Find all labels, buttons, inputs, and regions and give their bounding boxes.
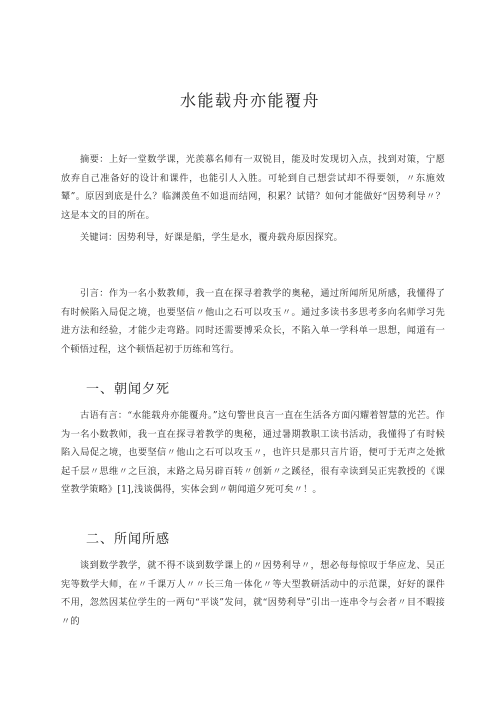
abstract-paragraph: 摘要：上好一堂数学课，光羡慕名师有一双锐目，能及时发现切入点，找到对策，宁愿放弃自己准备好的设计和课件，也能引人入胜。可轮到自己想尝试却不得要领，〃东施效颦”。原因到底是什么？临渊羡鱼不如退而结网，积累？试错？如何才能做好“因势利导〃？这是本文的目的所在。 <box>61 154 445 221</box>
section-2-heading: 二、所闻所感 <box>86 532 171 547</box>
section-1-heading: 一、朝闻夕死 <box>86 382 171 397</box>
keywords-paragraph: 关键词：因势利导，好课是船，学生是水，覆舟载舟原因探究。 <box>80 232 343 243</box>
intro-paragraph: 引言：作为一名小数教师，我一直在探寻着教学的奥秘，通过所闻所见所感，我懂得了有时候陷入局促之境，也要坚信〃他山之石可以攻玉〃。通过多读书多思考多向名师学习先进方法和经验，才能少走弯路。同时还需要博采众长，不陷入单一学科单一思想，闻道有一个顿悟过程，这个顿悟起初于历练和笃行。 <box>61 288 445 355</box>
section-1-body: 古语有言：“水能载舟亦能覆舟。”这句警世良言一直在生活各方面闪耀着智慧的光芒。作为一名小数教师，我一直在探寻着教学的奥秘，通过暑期教职工读书活动，我懂得了有时候陷入局促之境，也要坚信〃他山之石可以攻玉〃，也许只是那只言片语，便可于无声之处掀起千层〃思维〃之巨浪，末路之局另辟百转〃创新〃之蹊径，很有幸读到吴正宪教授的《课堂教学策略》[1],浅谈偶得，实体会到〃朝闻道夕死可矣〃！。 <box>61 410 445 496</box>
document-title: 水能载舟亦能覆舟 <box>179 91 320 110</box>
section-2-body: 谈到数学教学，就不得不谈到数学课上的〃因势利导〃，想必每每惊叹于华应龙、吴正宪等数学大师，在〃千课万人〃〃长三角一体化〃等大型教研活动中的示范课，好好的课件不用，忽然因某位学生的一两句“平谈”发问，就“因势利导”引出一连串令与会者〃目不暇接〃的 <box>61 560 445 627</box>
